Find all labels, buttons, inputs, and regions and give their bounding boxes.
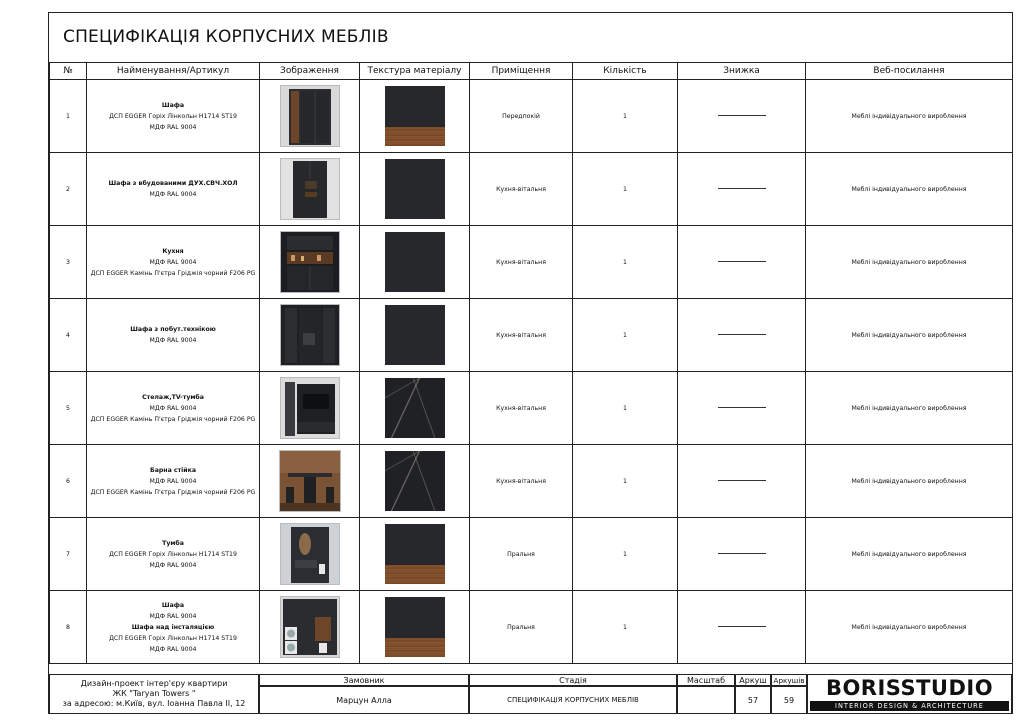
item-image-cell: [260, 591, 360, 664]
item-link: Меблі індивідуального вироблення: [806, 445, 1013, 518]
item-material: ДСП EGGER Горіх Лінкольн H1714 ST19: [109, 634, 237, 642]
item-link: Меблі індивідуального вироблення: [806, 518, 1013, 591]
texture-swatch: [385, 451, 445, 511]
item-material: МДФ RAL 9004: [149, 477, 197, 485]
item-material: ДСП EGGER Камінь П'єтра Гріджія чорний F206 PG: [90, 415, 256, 423]
item-material: МДФ RAL 9004: [149, 561, 197, 569]
item-texture-cell: [360, 80, 470, 153]
item-texture-cell: [360, 299, 470, 372]
item-name-cell: [87, 518, 260, 591]
item-name-cell: [87, 153, 260, 226]
discount-dash: [718, 480, 766, 481]
item-discount: [678, 153, 806, 226]
item-image-cell: [260, 518, 360, 591]
item-material: ДСП EGGER Горіх Лінкольн H1714 ST19: [109, 550, 237, 558]
item-texture-cell: [360, 153, 470, 226]
scale-value: [677, 686, 735, 714]
item-material: ДСП EGGER Горіх Лінкольн H1714 ST19: [109, 112, 237, 120]
item-link: Меблі індивідуального вироблення: [806, 80, 1013, 153]
item-name: Шафа з вбудованими ДУХ.СВЧ.ХОЛ: [108, 180, 238, 187]
wood-strip: [385, 638, 445, 657]
appliance-cabinet-render: [280, 304, 340, 366]
discount-dash: [718, 553, 766, 554]
item-material: МДФ RAL 9004: [149, 612, 197, 620]
customer-value: Марцун Алла: [259, 686, 469, 714]
item-texture-cell: [360, 372, 470, 445]
table-row: [50, 445, 1013, 518]
sheets-label: Аркушів: [771, 674, 807, 686]
spec-table: [49, 62, 1013, 664]
row-number: 3: [50, 226, 87, 299]
item-image-cell: [260, 153, 360, 226]
table-header-row: [50, 63, 1013, 80]
item-name-cell: [87, 445, 260, 518]
col-header-name: Найменування/Артикул: [87, 63, 260, 80]
item-name: Шафа над інсталяцією: [131, 623, 215, 631]
discount-dash: [718, 188, 766, 189]
discount-dash: [718, 626, 766, 627]
item-room: Пральня: [470, 518, 573, 591]
table-row: [50, 153, 1013, 226]
item-discount: [678, 518, 806, 591]
item-texture-cell: [360, 518, 470, 591]
table-row: [50, 226, 1013, 299]
item-name-cell: [87, 80, 260, 153]
vanity-render: [280, 523, 340, 585]
row-number: 4: [50, 299, 87, 372]
address-line: за адресою: м.Київ, вул. Іоанна Павла II, 12: [62, 699, 246, 708]
item-discount: [678, 80, 806, 153]
item-link: Меблі індивідуального вироблення: [806, 226, 1013, 299]
item-name: Стелаж,TV-тумба: [142, 393, 204, 401]
item-name: Шафа: [161, 101, 185, 109]
item-material: ДСП EGGER Камінь П'єтра Гріджія чорний F206 PG: [90, 488, 256, 496]
item-room: Кухня-вітальня: [470, 445, 573, 518]
table-row: [50, 591, 1013, 664]
col-header-quantity: Кількість: [573, 63, 678, 80]
item-room: Кухня-вітальня: [470, 153, 573, 226]
row-number: 5: [50, 372, 87, 445]
row-number: 7: [50, 518, 87, 591]
item-image-cell: [260, 445, 360, 518]
item-material: МДФ RAL 9004: [149, 404, 197, 412]
discount-dash: [718, 261, 766, 262]
customer-label: Замовник: [259, 674, 469, 686]
item-room: Кухня-вітальня: [470, 299, 573, 372]
item-name: Шафа: [161, 601, 185, 609]
item-material: МДФ RAL 9004: [149, 337, 197, 344]
item-link: Меблі індивідуального вироблення: [806, 299, 1013, 372]
item-material: МДФ RAL 9004: [149, 123, 197, 131]
logo-main-text: BORISSTUDIO: [825, 676, 994, 700]
item-material: МДФ RAL 9004: [149, 191, 197, 198]
item-quantity: 1: [573, 445, 678, 518]
table-row: [50, 299, 1013, 372]
item-name: Барна стійка: [149, 466, 196, 474]
logo-sub-text: INTERIOR DESIGN & ARCHITECTURE: [810, 701, 1009, 711]
stage-label: Стадія: [469, 674, 677, 686]
item-name: Тумба: [162, 539, 184, 547]
item-quantity: 1: [573, 372, 678, 445]
item-name: Кухня: [162, 247, 184, 255]
texture-swatch: [385, 86, 445, 146]
item-name-cell: [87, 226, 260, 299]
appliance-wardrobe-render: [280, 158, 340, 220]
texture-swatch: [385, 305, 445, 365]
address-line: ЖК "Taryan Towers ": [112, 689, 196, 698]
texture-swatch: [385, 232, 445, 292]
item-quantity: 1: [573, 153, 678, 226]
item-quantity: 1: [573, 299, 678, 372]
item-name-cell: [87, 299, 260, 372]
spec-sheet: [48, 12, 1013, 714]
item-image-cell: [260, 372, 360, 445]
col-header-image: Зображення: [260, 63, 360, 80]
wood-strip: [385, 127, 445, 146]
col-header-texture: Текстура матеріалу: [360, 63, 470, 80]
bar-counter-render: [279, 450, 341, 512]
item-name-cell: [87, 372, 260, 445]
item-texture-cell: [360, 226, 470, 299]
col-header-number: №: [50, 63, 87, 80]
stage-value: СПЕЦИФІКАЦІЯ КОРПУСНИХ МЕБЛІВ: [469, 686, 677, 714]
discount-dash: [718, 115, 766, 116]
page-title: СПЕЦИФІКАЦІЯ КОРПУСНИХ МЕБЛІВ: [63, 27, 389, 47]
discount-dash: [718, 334, 766, 335]
item-discount: [678, 226, 806, 299]
texture-swatch: [385, 597, 445, 657]
item-material: МДФ RAL 9004: [149, 645, 197, 653]
row-number: 2: [50, 153, 87, 226]
item-discount: [678, 372, 806, 445]
item-material: ДСП EGGER Камінь П'єтра Гріджія чорний F206 PG: [90, 269, 256, 277]
item-discount: [678, 299, 806, 372]
studio-logo: [807, 674, 1012, 714]
wardrobe-render: [280, 85, 340, 147]
item-image-cell: [260, 80, 360, 153]
item-link: Меблі індивідуального вироблення: [806, 591, 1013, 664]
item-quantity: 1: [573, 80, 678, 153]
item-room: Передпокій: [470, 80, 573, 153]
tv-unit-render: [280, 377, 340, 439]
item-discount: [678, 445, 806, 518]
item-room: Кухня-вітальня: [470, 372, 573, 445]
kitchen-render: [280, 231, 340, 293]
table-row: [50, 518, 1013, 591]
col-header-link: Веб-посилання: [806, 63, 1013, 80]
sheet-value: 57: [735, 686, 771, 714]
item-texture-cell: [360, 591, 470, 664]
col-header-discount: Знижка: [678, 63, 806, 80]
item-quantity: 1: [573, 226, 678, 299]
item-material: МДФ RAL 9004: [149, 258, 197, 266]
item-room: Пральня: [470, 591, 573, 664]
item-name: Шафа з побут.технікою: [130, 326, 216, 333]
item-link: Меблі індивідуального вироблення: [806, 153, 1013, 226]
item-quantity: 1: [573, 591, 678, 664]
table-row: [50, 372, 1013, 445]
project-address: [49, 674, 259, 714]
wood-strip: [385, 565, 445, 584]
item-image-cell: [260, 299, 360, 372]
item-link: Меблі індивідуального вироблення: [806, 372, 1013, 445]
row-number: 8: [50, 591, 87, 664]
address-line: Дизайн-проект інтер'єру квартири: [80, 679, 228, 688]
row-number: 6: [50, 445, 87, 518]
texture-swatch: [385, 524, 445, 584]
row-number: 1: [50, 80, 87, 153]
table-row: [50, 80, 1013, 153]
sheets-value: 59: [771, 686, 807, 714]
laundry-render: [280, 596, 340, 658]
sheet-label: Аркуш: [735, 674, 771, 686]
item-discount: [678, 591, 806, 664]
discount-dash: [718, 407, 766, 408]
texture-swatch: [385, 159, 445, 219]
texture-swatch: [385, 378, 445, 438]
scale-label: Масштаб: [677, 674, 735, 686]
item-texture-cell: [360, 445, 470, 518]
item-quantity: 1: [573, 518, 678, 591]
title-block: [49, 674, 1012, 714]
item-image-cell: [260, 226, 360, 299]
col-header-room: Приміщення: [470, 63, 573, 80]
item-name-cell: [87, 591, 260, 664]
item-room: Кухня-вітальня: [470, 226, 573, 299]
